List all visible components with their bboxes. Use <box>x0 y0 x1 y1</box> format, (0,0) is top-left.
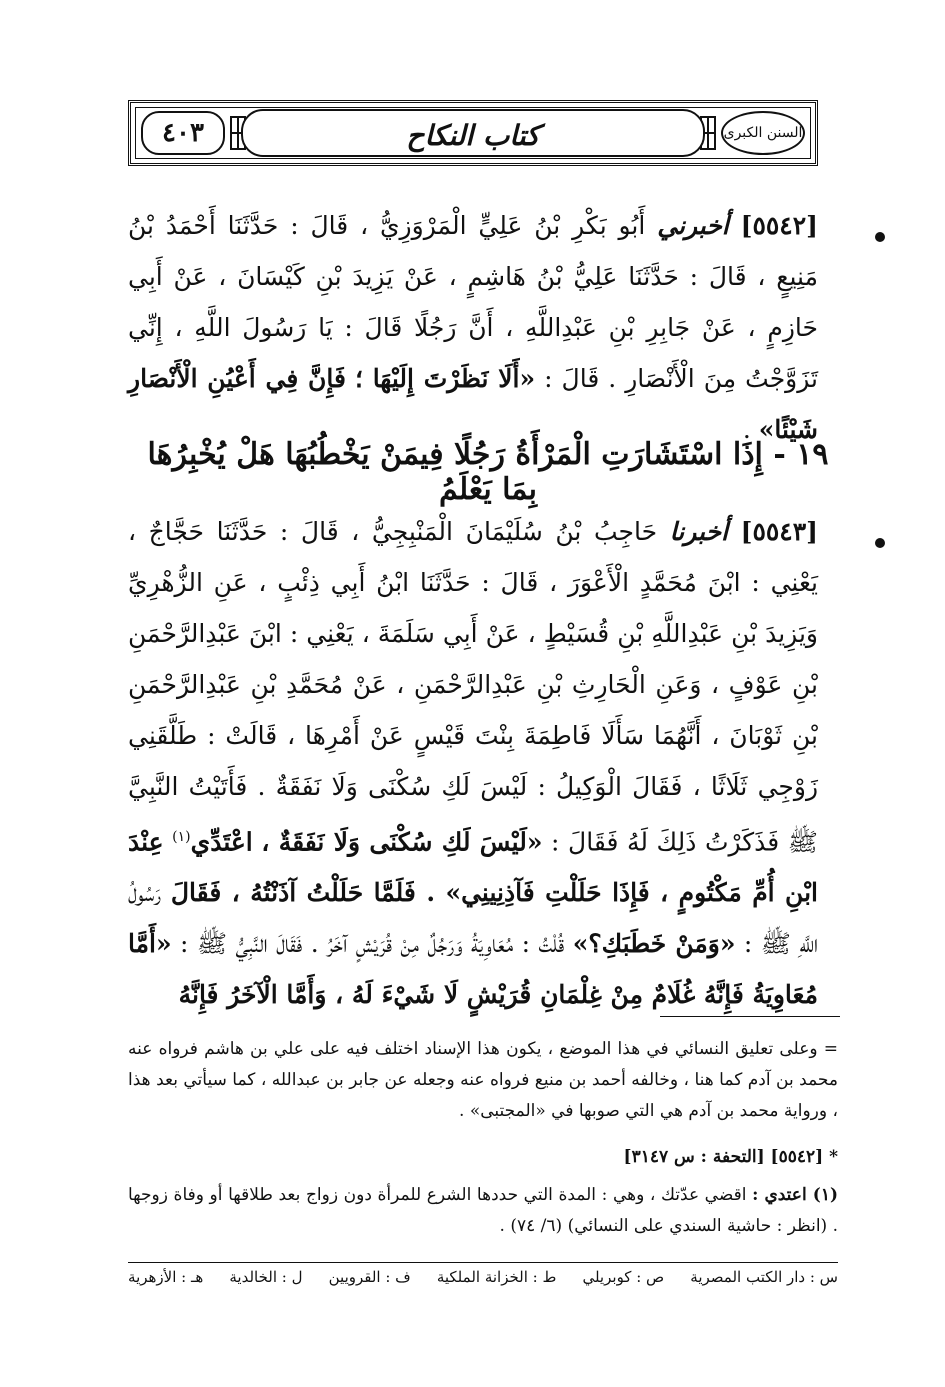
footnote-text: اقضي عدّتك ، وهي : المدة التي حددها الشرع للمرأة دون زواج بعد طلاقها أو وفاة زوجها . (انظر : حاشية السندي على النسائي) (٦/ ٧٤) . <box>128 1185 838 1236</box>
abbreviation-item: س : دار الكتب المصرية <box>690 1268 838 1286</box>
manuscript-abbreviations <box>128 1268 838 1286</box>
footnote-ref[interactable]: (١) <box>172 829 191 845</box>
akhbarana-word: أخبرنا <box>669 517 728 546</box>
text-line: رَسُولُ اللَّهِ ﷺ : <box>128 878 819 959</box>
akhbarani-word: أخبرني <box>657 211 729 240</box>
hadith-number: [٥٥٤٢] <box>740 211 818 240</box>
text-line: قَيْسٍ عَنْ أَمْرِهَا ، قَالَتْ : طَلَّقَنِي زَوْجِي ثَلَاثًا ، فَقَالَ الْوَكِيلُ : لَيْسَ لَكِ سُكْنَى <box>128 721 819 801</box>
prophet-quote: عِنْدَ ابْنِ أُمِّ مَكْتُومٍ ، فَإِذَا حَلَلْتِ فَآذِنِينِي» . فَلَمَّا حَلَلْتُ آذَنْتُهُ ، فَقَالَ <box>128 827 818 908</box>
abbreviation-item: ط : الخزانة الملكية <box>436 1268 557 1286</box>
text-line: قُسَيْطٍ ، عَنْ أَبِي سَلَمَةَ ، يَعْنِي : ابْنَ عَبْدِالرَّحْمَنِ بْنِ عَوْفٍ ، وَعَنِ الْحَارِثِ بْنِ <box>128 619 818 699</box>
hadith-5542 <box>128 200 818 455</box>
page-number: ٤٠٣ <box>141 111 225 155</box>
text-line: وَلَا نَفَقَةٌ . فَأَتَيْتُ النَّبِيَّ ﷺ فَذَكَرْتُ ذَلِكَ لَهُ فَقَالَ : <box>128 772 819 857</box>
text-line: عَبْدِالرَّحْمَنِ ، عَنْ مُحَمَّدِ بْنِ عَبْدِالرَّحْمَنِ بْنِ ثَوْبَانَ ، أَنَّهُمَا سَأَلَا فَاطِمَةَ بِنْتَ <box>128 670 818 750</box>
footnote-text: وعلى تعليق النسائي في هذا الموضع ، يكون هذا الإسناد اختلف فيه على علي بن هاشم فرواه عنه محمد بن آدم كما هنا ، وخالفه أحمد بن منيع فرواه عنه وجعله عن جابر بن عبدالله ، كما سيأتي بعد هذا ، ورواية محمد بن آدم هي التي صوبها في «المجتبى» . <box>128 1039 838 1121</box>
book-emblem: السنن الكبرى <box>721 111 805 155</box>
hadith-5543 <box>128 506 818 1020</box>
prophet-quote: «وَمَنْ خَطَبَكِ؟» <box>572 929 736 959</box>
abbreviation-item: ل : الخالدية <box>229 1268 303 1286</box>
footnote-1 <box>128 1180 838 1242</box>
text-line: . <box>742 415 751 444</box>
hadith-number: [٥٥٤٣] <box>740 517 819 546</box>
prophet-quote: اعْتَدِّي <box>190 827 253 857</box>
text-line: النَّبِيُّ ﷺ : <box>180 929 268 959</box>
page-header <box>128 100 818 166</box>
bullet-icon <box>875 538 885 548</box>
text-line: قُلْتُ : مُعَاوِيَةُ وَرَجُلٌ مِنْ قُرَيْشٍ آخَرُ . فَقَالَ <box>276 929 565 959</box>
text-line: حَدَّثَنَا عَلِيُّ بْنُ هَاشِمٍ ، عَنْ يَزِيدَ بْنِ كَيْسَانَ ، عَنْ أَبِي حَازِمٍ ، عَنْ جَابِرِ بْنِ عَبْدِاللَّهِ ، <box>128 262 818 342</box>
continuation-mark: = <box>823 1039 838 1059</box>
text-line: حَاجِبُ بْنُ سُلَيْمَانَ الْمَنْبِجِيُّ ، قَالَ : حَدَّثَنَا حَجَّاجٌ ، يَعْنِي : ابْنَ <box>128 517 818 597</box>
text-line: أَبُو بَكْرِ بْنُ عَلِيٍّ الْمَرْوَزِيُّ ، قَالَ : حَدَّثَنَا أَحْمَدُ بْنُ مَنِيعٍ ، قَالَ : <box>128 211 818 291</box>
prophet-quote: «أَلَا نَظَرْتَ إِلَيْهَا ؛ <box>354 364 536 393</box>
bottom-divider <box>128 1262 838 1263</box>
abbreviation-item: ف : القرويين <box>328 1268 411 1286</box>
footnote-divider <box>660 1016 840 1017</box>
chapter-heading: ١٩ - إِذَا اسْتَشَارَتِ الْمَرْأَةُ رَجُلًا فِيمَنْ يَخْطُبُهَا هَلْ يُخْبِرُهَا بِمَا يَعْلَمُ <box>147 437 829 507</box>
text-line: أَنَّ رَجُلًا قَالَ : يَا رَسُولَ اللَّهِ ، إِنِّي تَزَوَّجْتُ مِنَ الْأَنْصَارِ . قَالَ : <box>128 313 819 393</box>
bullet-icon <box>875 232 885 242</box>
prophet-quote: «أَمَّا مُعَاوِيَةُ فَإِنَّهُ غُلَامٌ مِنْ غِلْمَانِ قُرَيْشٍ لَا شَيْءَ لَهُ ، وَأَمَّا الْآخَرُ فَإِنَّهُ <box>128 929 818 1010</box>
footnote-label: (١) اعتدي : <box>752 1185 839 1205</box>
abbreviation-item: هـ : الأزهرية <box>128 1268 204 1286</box>
tuhfa-reference: * [٥٥٤٢] [التحفة : س ٣١٤٧] <box>623 1147 838 1167</box>
prophet-quote: فَإِنَّ فِي أَعْيُنِ الْأَنْصَارِ شَيْئًا» <box>128 364 818 444</box>
header-title-frame <box>241 109 705 157</box>
book-title: كتاب النكاح <box>406 119 540 152</box>
text-line: مُحَمَّدٍ الْأَعْوَرَ ، قَالَ : حَدَّثَنَا ابْنُ أَبِي ذِئْبٍ ، عَنِ الزُّهْرِيِّ وَيَزِيدَ بْنِ عَبْدِاللَّهِ بْنِ <box>128 568 818 648</box>
footnote-continuation <box>128 1034 838 1127</box>
abbreviation-item: ص : كوبريلي <box>582 1268 665 1286</box>
prophet-quote: «لَيْسَ لَكِ سُكْنَى وَلَا نَفَقَةٌ ، <box>261 827 543 857</box>
